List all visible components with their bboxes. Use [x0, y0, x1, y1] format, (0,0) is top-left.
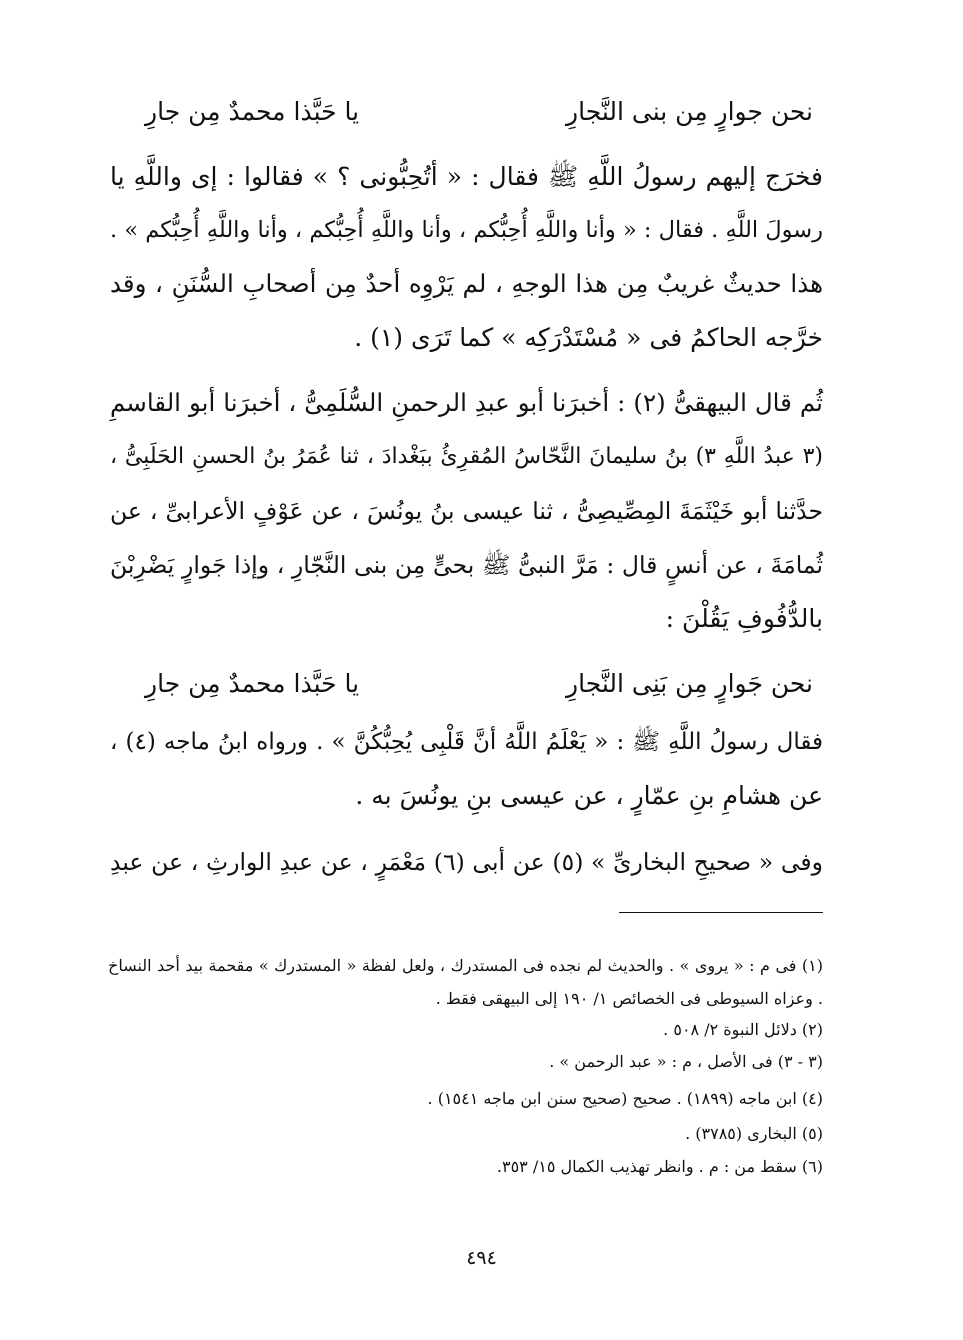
paragraph-line: فقال رسولُ اللَّهِ ﷺ : « يَعْلَمُ اللَّهُ أنَّ قَلْبِى يُحِبُّكُنَّ » . ورواه ابنُ ماجه (٤) ، [110, 729, 823, 755]
paragraph-line: خرَّجه الحاكمُ فى « مُسْتَدْرَكِه » كما تَرَى (١) . [354, 323, 823, 352]
paragraph-line: بالدُّفُوفِ يَقُلْنَ : [665, 604, 823, 633]
paragraph-line: فخرَج إليهم رسولُ اللَّهِ ﷺ فقال : « أتُحِبُّونى ؟ » فقالوا : إى واللَّهِ يا [110, 162, 823, 191]
verse-1-first-hemistich: نحن جوارٍ مِن بنى النَّجارِ [566, 97, 813, 126]
footnote-separator [619, 912, 823, 913]
verse-1 [145, 92, 813, 132]
paragraph-line: ثُم قال البيهقىُّ (٢) : أخبرَنا أبو عبدِ الرحمنِ السُّلَمِىُّ ، أخبرَنا أبو القاسمِ [110, 388, 823, 417]
footnote-line: . وعزاه السيوطى فى الخصائص ١/ ١٩٠ إلى البيهقى فقط . [435, 989, 823, 1008]
footnote-line: (٥) البخارى (٣٧٨٥) . [685, 1124, 823, 1143]
paragraph-line: (٣ عبدُ اللَّهِ ٣) بنُ سليمانَ النَّحّاسُ المُقرِئُ ببَغْدادَ ، ثنا عُمَرُ بنُ الحسنِ الحَلَبِىُّ ، [110, 444, 824, 469]
footnote-line: (٣ - ٣) فى الأصل ، م : « عبد الرحمن » . [549, 1052, 823, 1071]
page-number: ٤٩٤ [466, 1247, 497, 1269]
paragraph-line: رسولَ اللَّهِ . فقال : « وأنا واللَّهِ أُحِبُّكم ، وأنا واللَّهِ أُحِبُّكم ، وأنا واللَّهِ أُحِبُّكم » . [110, 217, 823, 243]
paragraph-line: وفى « صحيحِ البخارىِّ » (٥) عن أبى (٦) مَعْمَرٍ ، عن عبدِ الوارثِ ، عن عبدِ [110, 848, 823, 876]
verse-2-second-hemistich: يا حَبَّذا محمدٌ مِن جارِ [145, 669, 360, 698]
footnote-line: (٦) سقط من : م . وانظر تهذيب الكمال ١٥/ ٣٥٣. [496, 1157, 823, 1176]
paragraph-line: حدَّثنا أبو خَيْثَمَةَ المِصِّيصِىُّ ، ثنا عيسى بنُ يونُسَ ، عن عَوْفٍ الأعرابىِّ ، عن [110, 497, 823, 525]
paragraph-line: عن هشامِ بنِ عمّارٍ ، عن عيسى بنِ يونُسَ به . [355, 781, 823, 810]
verse-2 [145, 664, 813, 704]
footnote-line: (٢) دلائل النبوة ٢/ ٥٠٨ . [663, 1020, 823, 1039]
footnote-line: (١) فى م : « يروى » . والحديث لم نجده فى المستدرك ، ولعل لفظة « المستدرك » مقحمة بيد أحد النساخ [108, 956, 824, 975]
verse-2-first-hemistich: نحن جَوارٍ مِن بَنِى النَّجارِ [566, 669, 813, 698]
footnote-line: (٤) ابن ماجه (١٨٩٩) . صحيح (صحيح سنن ابن ماجه ١٥٤١) . [427, 1089, 823, 1108]
paragraph-line: هذا حديثٌ غريبٌ مِن هذا الوجهِ ، لم يَرْوِه أحدٌ مِن أصحابِ السُّنَنِ ، وقد [110, 269, 823, 298]
paragraph-line: ثُمامَةَ ، عن أنسٍ قال : مَرَّ النبىُّ ﷺ بحىٍّ مِن بنى النَّجّارِ ، وإذا جَوارٍ يَضْرِبْنَ [110, 551, 823, 579]
verse-1-second-hemistich: يا حَبَّذا محمدٌ مِن جارِ [145, 97, 360, 126]
